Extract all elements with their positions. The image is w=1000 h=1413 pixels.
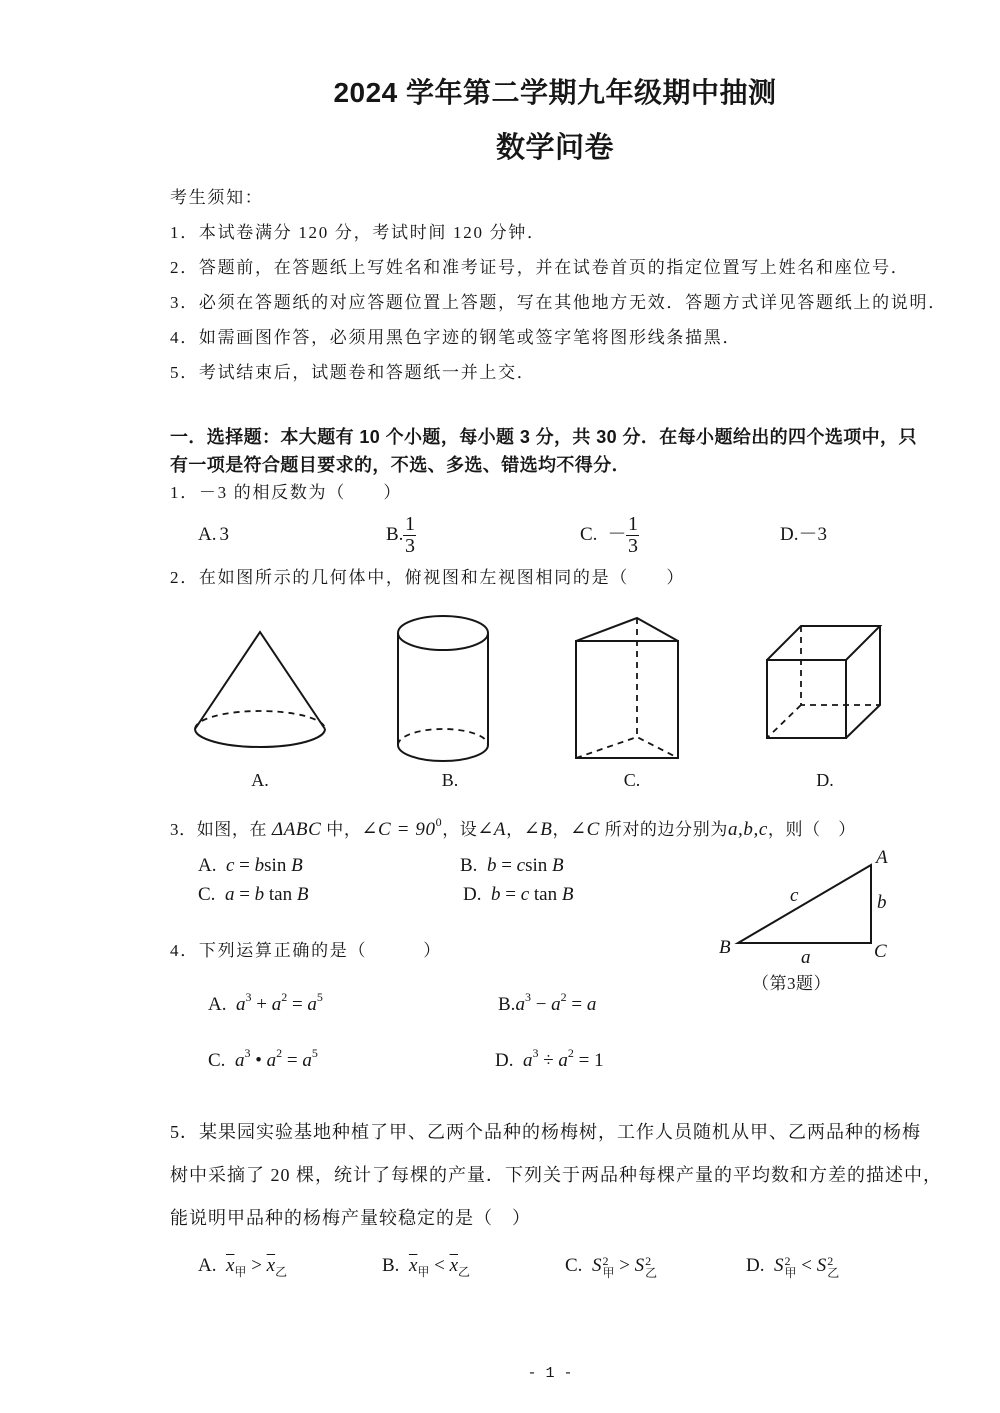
exponent: 3 (245, 990, 252, 1004)
fraction (626, 514, 639, 557)
operator: • (255, 1050, 262, 1071)
math-var: a (271, 994, 282, 1015)
math-var: B (552, 855, 564, 876)
math-var: B (561, 884, 574, 905)
comparison-operator: < (801, 1255, 812, 1276)
cylinder-top (398, 616, 488, 650)
figure-label-c: C. (623, 770, 641, 790)
script-stack (602, 1255, 614, 1279)
cone-figure (195, 632, 325, 747)
equals-sign: = (501, 855, 512, 876)
fraction (403, 514, 416, 557)
math-var: b (254, 884, 265, 905)
figure-caption: （第3题） (752, 974, 831, 993)
option-value: 3 (219, 524, 229, 545)
option-label: C. (580, 524, 598, 545)
equals-sign: = (239, 855, 250, 876)
math-var: a (307, 994, 317, 1015)
q4-option-b (498, 984, 596, 1018)
subscript: 甲 (234, 1265, 247, 1279)
question-2-stem: 2．在如图所示的几何体中，俯视图和左视图相同的是（ ） (170, 568, 686, 587)
math-var: a (224, 884, 235, 905)
math-var: a (551, 994, 561, 1015)
stem-math: a,b,c (727, 819, 768, 840)
q4-option-d (495, 1040, 604, 1074)
prism-top-edges (576, 618, 678, 641)
script-stack (827, 1255, 839, 1279)
q3-option-a (198, 853, 303, 879)
math-value: 1 (594, 1050, 604, 1071)
cone-base-hidden (195, 711, 325, 729)
comparison-operator: > (619, 1255, 630, 1276)
prism-hidden-edges (576, 618, 678, 758)
vertex-c-label: C (874, 941, 887, 962)
q1-option-a (198, 512, 229, 558)
stem-text: ，则（ ） (767, 820, 856, 839)
cylinder-base-hidden (398, 729, 488, 745)
math-function: sin (525, 855, 548, 876)
side-c-label: c (790, 885, 799, 906)
option-label: B. (386, 524, 404, 545)
figure-label-a: A. (251, 770, 269, 790)
math-var: a (586, 994, 597, 1015)
stem-text: 中， (321, 820, 362, 839)
notice-item: 4．如需画图作答，必须用黑色字迹的钢笔或签字笔将图形线条描黑． (170, 328, 742, 347)
comparison-operator: < (434, 1255, 445, 1276)
question-5-stem-line: 树中采摘了 20 棵，统计了每棵的产量．下列关于两品种每棵产量的平均数和方差的描述中， (170, 1165, 942, 1185)
math-var: b (490, 884, 501, 905)
subscript: 乙 (645, 1265, 658, 1280)
equals-sign: = (239, 884, 250, 905)
option-label: A. (198, 1255, 217, 1276)
variance-symbol: S (773, 1255, 784, 1276)
mean-symbol: $\overline{x}$ (408, 1255, 418, 1276)
equals-sign: = (578, 1050, 590, 1071)
equals-sign: = (291, 994, 303, 1015)
option-label: A. (208, 994, 227, 1015)
stem-text: ， (552, 820, 571, 839)
question-1-stem: 1．－3 的相反数为（ ） (170, 483, 403, 502)
script-stack (645, 1255, 657, 1279)
cube-figure (767, 626, 880, 738)
triangle-abc (738, 865, 871, 943)
notice-item: 3．必须在答题纸的对应答题位置上答题，写在其他地方无效．答题方式详见答题纸上的说明． (170, 293, 947, 312)
math-var: c (516, 855, 526, 876)
math-function: tan (268, 884, 293, 905)
notice-item: 5．考试结束后，试题卷和答题纸一并上交． (170, 363, 536, 382)
cylinder-base-front (398, 745, 488, 761)
option-label: C. (198, 884, 216, 905)
q5-option-a (198, 1253, 287, 1285)
math-var: a (558, 1050, 568, 1071)
side-b-label: b (877, 892, 887, 913)
math-var: c (225, 855, 235, 876)
superscript: 2 (784, 1253, 791, 1268)
math-var: a (522, 1050, 533, 1071)
stem-text: 所对的边分别为 (599, 820, 728, 839)
q3-option-c (198, 882, 308, 908)
q4-option-a (208, 984, 323, 1018)
variance-symbol: S (591, 1255, 602, 1276)
cube-front-face (767, 660, 846, 738)
subscript: 甲 (784, 1265, 797, 1280)
equals-sign: = (286, 1050, 298, 1071)
exponent: 3 (532, 1046, 539, 1060)
mean-symbol: $\overline{x}$ (225, 1255, 235, 1276)
mean-symbol: $\overline{x}$ (449, 1255, 459, 1276)
exponent: 2 (281, 990, 288, 1004)
cone-base-front (195, 729, 325, 747)
math-function: sin (264, 855, 287, 876)
stem-math: ∠C = 90 (361, 819, 436, 840)
exponent: 2 (276, 1046, 283, 1060)
option-label: B. (460, 855, 478, 876)
math-var: a (266, 1050, 277, 1071)
script-stack (784, 1255, 796, 1279)
figure-label-b: B. (441, 770, 459, 790)
option-label: D. (495, 1050, 514, 1071)
subscript: 甲 (417, 1265, 430, 1279)
option-label: B. (498, 994, 516, 1015)
option-label: C. (565, 1255, 583, 1276)
exam-title: 2024 学年第二学期九年级期中抽测 (333, 77, 777, 108)
superscript: 2 (827, 1253, 834, 1268)
stem-text: ， (506, 820, 524, 839)
stem-superscript: 0 (435, 815, 443, 829)
q1-option-b (386, 512, 416, 558)
option-label: B. (382, 1255, 400, 1276)
superscript: 2 (645, 1253, 652, 1268)
side-a-label: a (801, 947, 811, 968)
section-heading-line: 一．选择题：本大题有 10 个小题，每小题 3 分，共 30 分．在每小题给出的四个选项中，只 (170, 427, 917, 447)
subscript: 甲 (602, 1265, 615, 1280)
subscript: 乙 (827, 1265, 840, 1280)
exponent: 2 (567, 1046, 574, 1060)
variance-symbol: S (816, 1255, 827, 1276)
option-label: D. (463, 884, 482, 905)
math-var: b (486, 855, 497, 876)
math-var: B (296, 884, 309, 905)
q1-option-c (580, 512, 639, 558)
vertex-a-label: A (876, 847, 888, 868)
notice-item: 1．本试卷满分 120 分，考试时间 120 分钟． (170, 223, 546, 242)
prism-figure (576, 618, 678, 758)
operator: ÷ (543, 1050, 554, 1071)
stem-math: ∠C (570, 819, 600, 840)
q1-option-d (780, 512, 827, 558)
question-5-stem-line: 5．某果园实验基地种植了甲、乙两个品种的杨梅树，工作人员随机从甲、乙两品种的杨梅 (170, 1122, 921, 1142)
question-4-stem: 4．下列运算正确的是（ ） (170, 941, 442, 960)
section-heading-line: 有一项是符合题目要求的，不选、多选、错选均不得分． (170, 455, 630, 475)
exponent: 5 (311, 1046, 318, 1060)
q4-option-c (208, 1040, 318, 1074)
option-value: －3 (798, 524, 827, 545)
option-label: C. (208, 1050, 226, 1071)
q5-option-b (382, 1253, 470, 1285)
question-5-stem-line: 能说明甲品种的杨梅产量较稳定的是（ ） (170, 1208, 531, 1228)
option-label: D. (780, 524, 799, 545)
option-label: D. (746, 1255, 765, 1276)
question-3-stem (170, 810, 856, 842)
option-label: A. (198, 855, 217, 876)
prism-front-face (576, 641, 678, 758)
triangle-figure (730, 860, 880, 950)
math-var: B (291, 855, 303, 876)
notice-item: 2．答题前，在答题纸上写姓名和准考证号，并在试卷首页的指定位置写上姓名和座位号． (170, 258, 910, 277)
q3-option-d (463, 882, 573, 908)
subscript: 乙 (458, 1265, 471, 1279)
math-function: tan (533, 884, 558, 905)
operator: + (256, 994, 267, 1015)
exponent: 2 (560, 990, 567, 1004)
exam-subtitle: 数学问卷 (495, 132, 614, 164)
option-label: A. (198, 524, 217, 545)
equals-sign: = (571, 994, 583, 1015)
q5-option-d (746, 1253, 839, 1279)
stem-math: ΔABC (271, 819, 322, 840)
exponent: 5 (316, 990, 323, 1004)
minus-sign: － (607, 524, 627, 545)
exponent: 3 (244, 1046, 251, 1060)
comparison-operator: > (251, 1255, 262, 1276)
numerator: 1 (404, 512, 415, 535)
exponent: 3 (524, 990, 531, 1004)
math-var: b (254, 855, 265, 876)
solid-figures (180, 605, 900, 770)
superscript: 2 (602, 1253, 609, 1268)
stem-math: ∠B (523, 819, 553, 840)
math-var: a (235, 994, 246, 1015)
math-var: a (302, 1050, 312, 1071)
math-var: a (515, 994, 525, 1015)
variance-symbol: S (634, 1255, 645, 1276)
math-var: c (520, 884, 530, 905)
numerator: 1 (627, 512, 638, 535)
equals-sign: = (505, 884, 516, 905)
subscript: 乙 (275, 1265, 288, 1279)
cone-sides (195, 632, 325, 729)
stem-math: ∠A (477, 819, 507, 840)
stem-text: 3．如图，在 (170, 820, 272, 839)
operator: − (535, 994, 547, 1015)
mean-symbol: $\overline{x}$ (266, 1255, 276, 1276)
q3-option-b (460, 853, 564, 879)
q5-option-c (565, 1253, 657, 1279)
cylinder-figure (398, 616, 488, 761)
denominator: 3 (627, 534, 638, 557)
notice-heading: 考生须知： (170, 188, 264, 207)
vertex-b-label: B (719, 937, 731, 958)
stem-text: ，设 (442, 820, 478, 839)
math-var: a (234, 1050, 245, 1071)
denominator: 3 (404, 534, 415, 557)
page-number: - 1 - (527, 1365, 573, 1382)
figure-label-d: D. (816, 770, 834, 790)
